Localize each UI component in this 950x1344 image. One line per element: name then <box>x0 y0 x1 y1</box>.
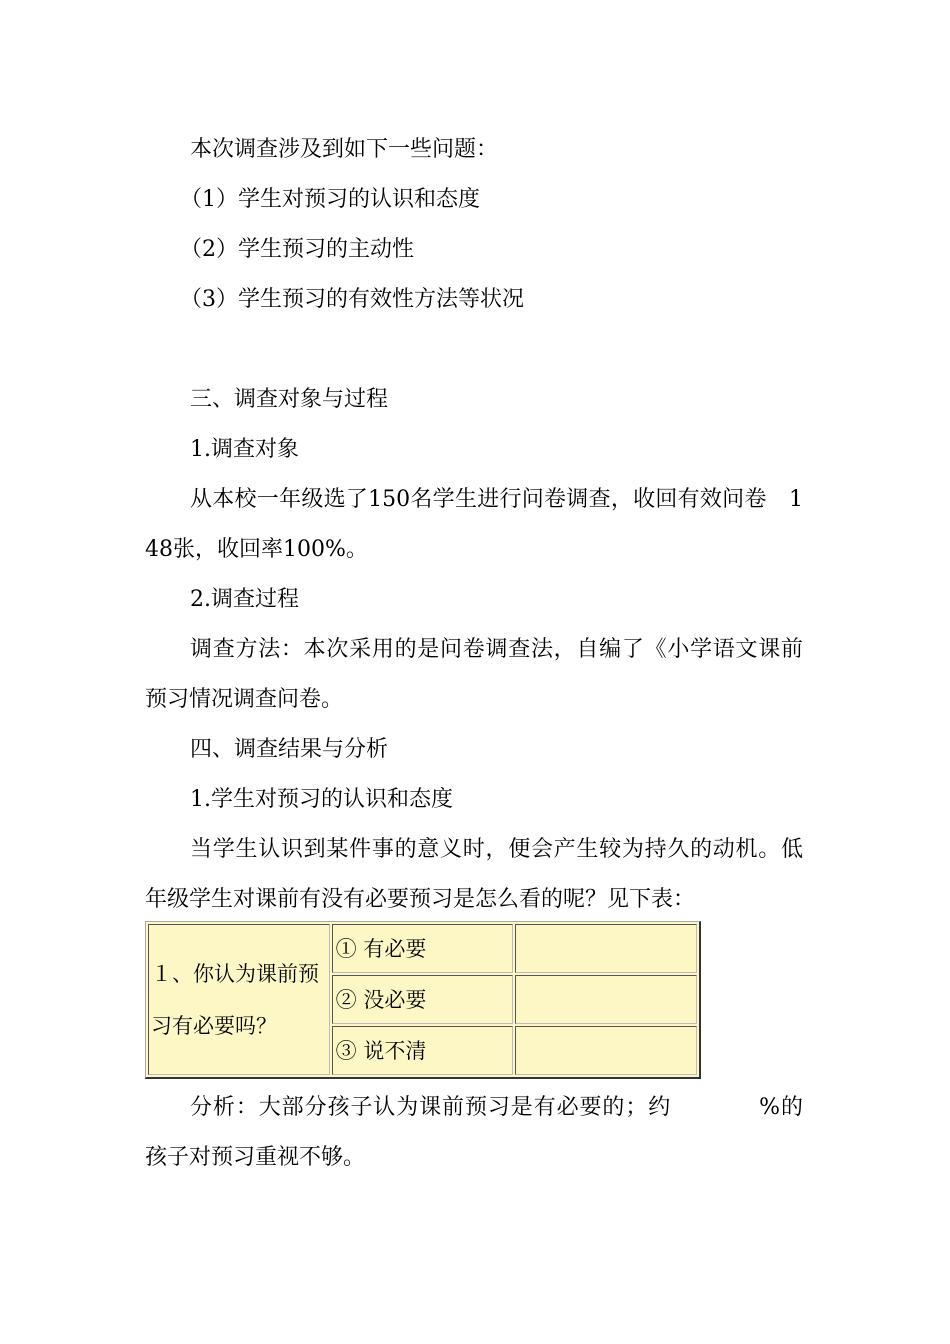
section-4-para1-line2: 年级学生对课前有没有必要预习是怎么看的呢？见下表： <box>145 887 696 912</box>
intro-text: 本次调查涉及到如下一些问题： <box>190 137 499 162</box>
result-cell <box>515 1026 697 1075</box>
section-3-heading: 三、调查对象与过程 <box>190 387 389 412</box>
section-3-para2-line1: 调查方法：本次采用的是问卷调查法，自编了《小学语文课前 <box>190 637 803 662</box>
section-3-sub2: 2.调查过程 <box>190 587 299 612</box>
survey-table <box>145 921 701 1079</box>
analysis-prefix: 分析：大部分孩子认为课前预习是有必要的；约 <box>190 1095 672 1120</box>
option-cell <box>332 924 514 973</box>
section-3-para2-line2: 预习情况调查问卷。 <box>145 687 344 712</box>
option-cell <box>332 975 514 1024</box>
table-row <box>148 924 697 973</box>
option-label: ③ 说不清 <box>335 1038 427 1063</box>
result-cell <box>515 975 697 1024</box>
result-cell <box>515 924 697 973</box>
section-3-para1-line1: 从本校一年级选了150名学生进行问卷调查，收回有效问卷 1 <box>190 487 803 512</box>
option-label: ① 有必要 <box>335 936 427 961</box>
section-3-sub1: 1.调查对象 <box>190 437 299 462</box>
analysis-line2: 孩子对预习重视不够。 <box>145 1145 366 1170</box>
issue-3: （3）学生预习的有效性方法等状况 <box>180 287 524 312</box>
section-4-heading: 四、调查结果与分析 <box>190 737 389 762</box>
issue-1: （1）学生对预习的认识和态度 <box>180 187 480 212</box>
question-cell <box>148 924 330 1075</box>
issue-2: （2）学生预习的主动性 <box>180 237 414 262</box>
analysis-line1 <box>190 1093 803 1123</box>
option-label: ② 没必要 <box>335 987 427 1012</box>
section-4-sub1: 1.学生对预习的认识和态度 <box>190 787 453 812</box>
section-4-para1-line1: 当学生认识到某件事的意义时，便会产生较为持久的动机。低 <box>190 837 803 862</box>
section-3-para1-line2: 48张，收回率100%。 <box>145 537 368 562</box>
option-cell <box>332 1026 514 1075</box>
question-text: １、你认为课前预习有必要吗？ <box>151 961 319 1038</box>
analysis-suffix: %的 <box>759 1095 803 1120</box>
